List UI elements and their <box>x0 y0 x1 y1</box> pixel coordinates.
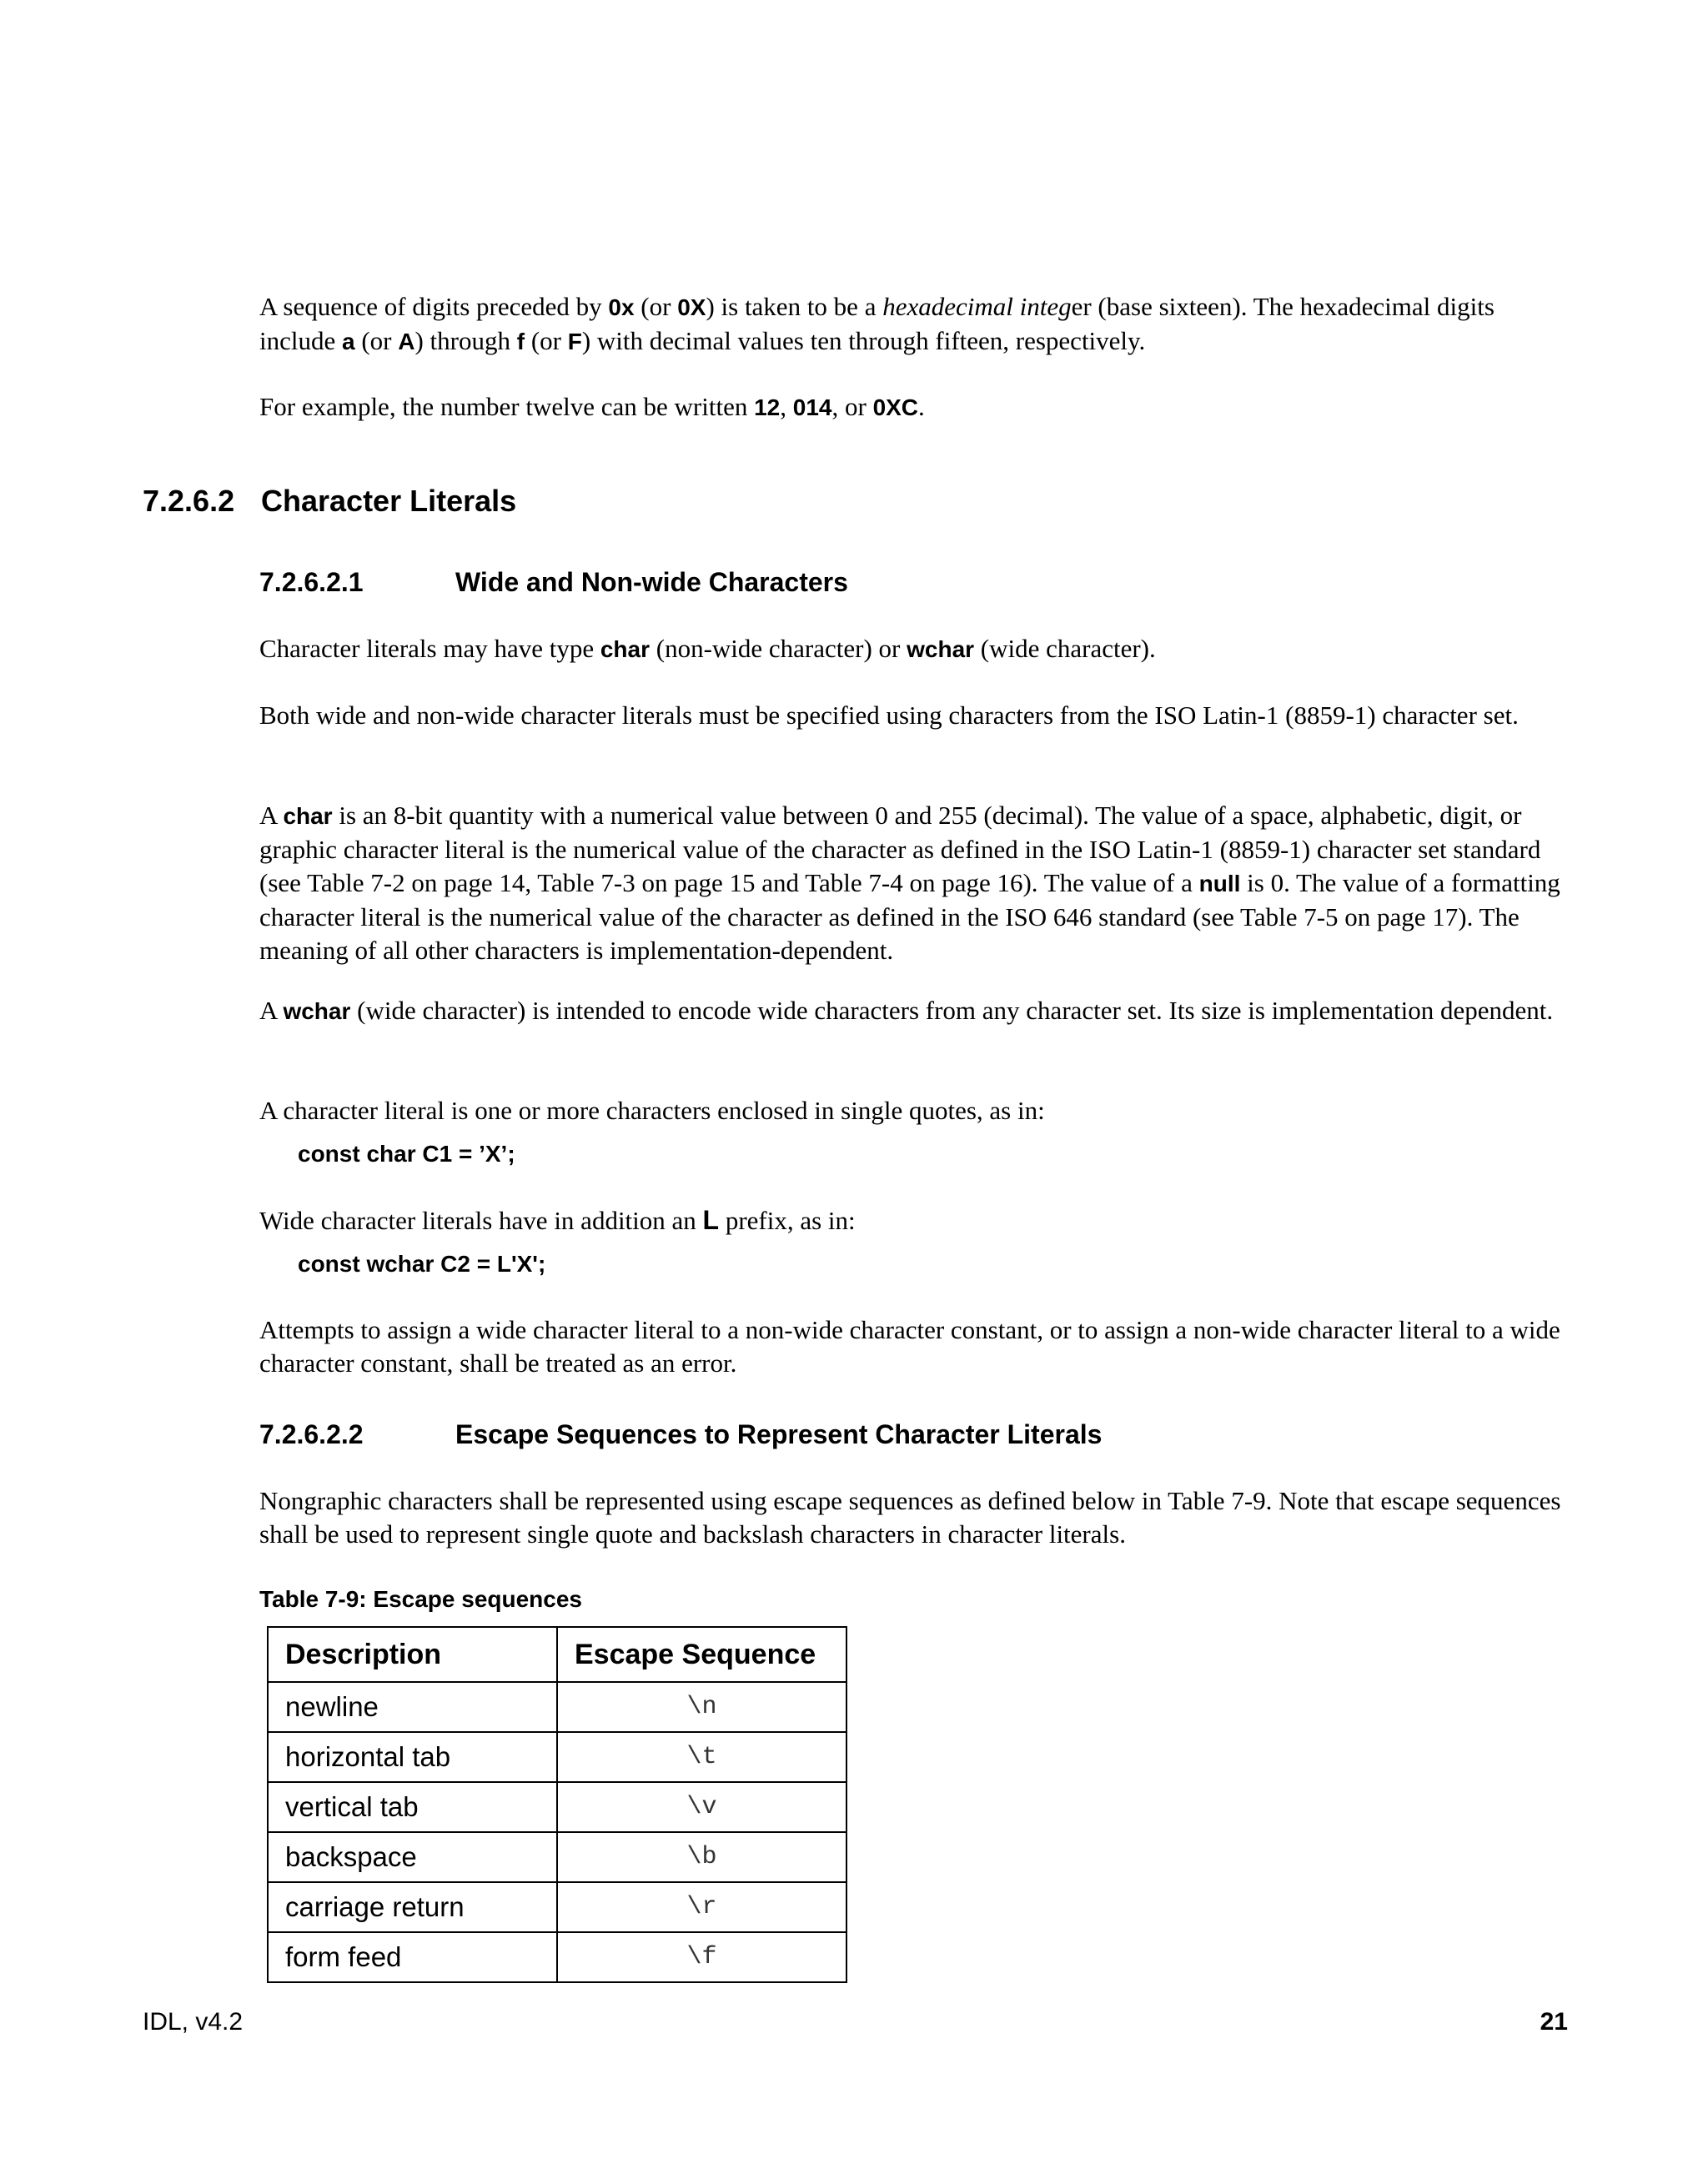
wide-prefix-paragraph: Wide character literals have in addition an L prefix, as in: <box>259 1205 856 1235</box>
section-title: Character Literals <box>261 484 517 518</box>
escape-cell: \f <box>557 1932 846 1982</box>
description-cell: form feed <box>268 1932 557 1982</box>
table-row <box>268 1932 846 1982</box>
section-heading <box>143 484 517 519</box>
char-value-paragraph: A char is an 8-bit quantity with a numerical value between 0 and 255 (decimal). The value of a space, alphabetic, digit, or graphic character literal is the numerical value of the character as defined in the ISO Latin-1 (8859-1) character set standard (see Table 7-2 on page 14, Table 7-3 on page 15 and Table 7-4 on page 16). The value of a null is 0. The value of a formatting character literal is the numerical value of the character as defined in the ISO 646 standard (see Table 7-5 on page 17). The meaning of all other characters is implementation-dependent. <box>259 801 1560 965</box>
hex-paragraph: A sequence of digits preceded by 0x (or 0X) is taken to be a hexadecimal integer (base sixteen). The hexadecimal digits include a (or A) through f (or F) with decimal values ten through fifteen, respectively. <box>259 292 1494 355</box>
literal-quotes-paragraph: A character literal is one or more characters enclosed in single quotes, as in: <box>259 1096 1045 1125</box>
page-number: 21 <box>1540 2008 1568 2036</box>
description-cell: backspace <box>268 1832 557 1882</box>
code-example-wchar: const wchar C2 = L'X'; <box>298 1251 546 1277</box>
subsection-number: 7.2.6.2.2 <box>259 1419 364 1449</box>
description-cell: horizontal tab <box>268 1732 557 1782</box>
subsection-heading-2 <box>259 1419 1427 1450</box>
subsection-title: Escape Sequences to Represent Character Literals <box>455 1419 1103 1449</box>
assignment-error-paragraph: Attempts to assign a wide character literal to a non-wide character constant, or to assign a non-wide character literal to a wide character constant, shall be treated as an error. <box>259 1315 1560 1378</box>
table-row <box>268 1682 846 1732</box>
nongraphic-paragraph: Nongraphic characters shall be represented using escape sequences as defined below in Table 7-9. Note that escape sequences shall be used to represent single quote and backslash characters in character literals. <box>259 1486 1561 1549</box>
escape-cell: \t <box>557 1732 846 1782</box>
escape-sequence-table <box>267 1626 847 1983</box>
latin1-paragraph: Both wide and non-wide character literals must be specified using characters from the ISO Latin-1 (8859-1) character set. <box>259 700 1519 730</box>
escape-cell: \r <box>557 1882 846 1932</box>
description-cell: newline <box>268 1682 557 1732</box>
subsection-number: 7.2.6.2.1 <box>259 567 364 597</box>
table-caption: Table 7-9: Escape sequences <box>259 1586 582 1612</box>
example-paragraph: For example, the number twelve can be written 12, 014, or 0XC. <box>259 392 925 421</box>
footer-doc-version: IDL, v4.2 <box>143 2008 244 2036</box>
column-header: Description <box>268 1627 557 1682</box>
escape-cell: \v <box>557 1782 846 1832</box>
table-row <box>268 1732 846 1782</box>
escape-cell: \b <box>557 1832 846 1882</box>
escape-cell: \n <box>557 1682 846 1732</box>
subsection-title: Wide and Non-wide Characters <box>455 567 848 597</box>
section-number: 7.2.6.2 <box>143 484 235 518</box>
subsection-heading-1 <box>259 567 1427 598</box>
wchar-paragraph: A wchar (wide character) is intended to encode wide characters from any character set. Its size is implementation dependent. <box>259 996 1554 1025</box>
char-types-paragraph: Character literals may have type char (non-wide character) or wchar (wide character). <box>259 634 1156 663</box>
table-row <box>268 1882 846 1932</box>
table-row <box>268 1782 846 1832</box>
table-row <box>268 1832 846 1882</box>
description-cell: carriage return <box>268 1882 557 1932</box>
table-header-row <box>268 1627 846 1682</box>
description-cell: vertical tab <box>268 1782 557 1832</box>
code-example-char: const char C1 = ’X’; <box>298 1141 515 1167</box>
column-header: Escape Sequence <box>557 1627 846 1682</box>
